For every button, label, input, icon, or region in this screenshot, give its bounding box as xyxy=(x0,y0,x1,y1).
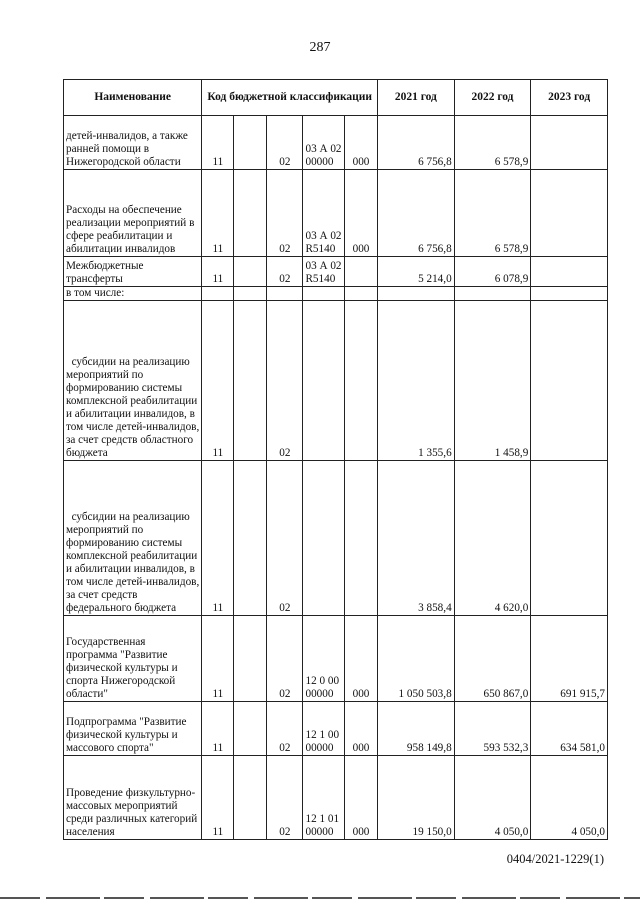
value-2023: 4 050,0 xyxy=(531,756,608,840)
code-type xyxy=(344,257,377,287)
value-2023 xyxy=(531,257,608,287)
code-type: 000 xyxy=(344,170,377,257)
row-name: субсидии на реализацию мероприятий по формированию системы комплексной реабилитации и абилитации инвалидов, в том числе детей-инвалидов, за счет средств областного бюджета xyxy=(64,301,202,461)
header-2021: 2021 год xyxy=(378,80,455,116)
code-type: 000 xyxy=(344,616,377,702)
table-body xyxy=(64,116,608,840)
value-2022: 6 578,9 xyxy=(454,170,531,257)
value-2022 xyxy=(454,287,531,301)
header-name: Наименование xyxy=(64,80,202,116)
value-2023 xyxy=(531,287,608,301)
value-2023 xyxy=(531,461,608,616)
code-subsection: 02 xyxy=(267,170,303,257)
value-2023: 691 915,7 xyxy=(531,616,608,702)
code-section: 11 xyxy=(202,301,234,461)
value-2021: 6 756,8 xyxy=(378,116,455,170)
code-target: 12 1 01 00000 xyxy=(303,756,345,840)
document-code: 0404/2021-1229(1) xyxy=(506,852,604,866)
header-2022: 2022 год xyxy=(454,80,531,116)
code-subsection: 02 xyxy=(267,616,303,702)
code-empty xyxy=(234,116,267,170)
code-empty xyxy=(234,702,267,756)
value-2021: 5 214,0 xyxy=(378,257,455,287)
code-target: 03 А 02 R5140 xyxy=(303,170,345,257)
code-type xyxy=(344,287,377,301)
code-section: 11 xyxy=(202,257,234,287)
code-empty xyxy=(234,257,267,287)
code-type xyxy=(344,461,377,616)
code-empty xyxy=(234,616,267,702)
code-type xyxy=(344,301,377,461)
value-2021: 3 858,4 xyxy=(378,461,455,616)
table-row xyxy=(64,756,608,840)
code-empty xyxy=(234,301,267,461)
table-row xyxy=(64,301,608,461)
value-2022: 593 532,3 xyxy=(454,702,531,756)
code-subsection: 02 xyxy=(267,461,303,616)
value-2021: 1 355,6 xyxy=(378,301,455,461)
code-subsection: 02 xyxy=(267,116,303,170)
table-row xyxy=(64,116,608,170)
code-target: 03 А 02 00000 xyxy=(303,116,345,170)
code-type: 000 xyxy=(344,116,377,170)
code-empty xyxy=(234,756,267,840)
code-section xyxy=(202,287,234,301)
table-row xyxy=(64,702,608,756)
value-2021: 1 050 503,8 xyxy=(378,616,455,702)
code-section: 11 xyxy=(202,116,234,170)
value-2021: 958 149,8 xyxy=(378,702,455,756)
code-type: 000 xyxy=(344,702,377,756)
table-header-row xyxy=(64,80,608,116)
code-empty xyxy=(234,461,267,616)
code-target: 03 А 02 R5140 xyxy=(303,257,345,287)
code-target: 12 1 00 00000 xyxy=(303,702,345,756)
value-2022: 650 867,0 xyxy=(454,616,531,702)
code-empty xyxy=(234,170,267,257)
value-2022: 4 620,0 xyxy=(454,461,531,616)
value-2022: 6 078,9 xyxy=(454,257,531,287)
table-row xyxy=(64,461,608,616)
value-2022: 6 578,9 xyxy=(454,116,531,170)
header-code: Код бюджетной классификации xyxy=(202,80,378,116)
code-subsection xyxy=(267,287,303,301)
row-name: Расходы на обеспечение реализации мероприятий в сфере реабилитации и абилитации инвалидов xyxy=(64,170,202,257)
table-row xyxy=(64,287,608,301)
row-name: Государственная программа "Развитие физической культуры и спорта Нижегородской области" xyxy=(64,616,202,702)
value-2021: 6 756,8 xyxy=(378,170,455,257)
value-2023 xyxy=(531,116,608,170)
value-2021: 19 150,0 xyxy=(378,756,455,840)
code-target xyxy=(303,287,345,301)
row-name: в том числе: xyxy=(64,287,202,301)
code-type: 000 xyxy=(344,756,377,840)
value-2023 xyxy=(531,170,608,257)
code-section: 11 xyxy=(202,170,234,257)
row-name: субсидии на реализацию мероприятий по формированию системы комплексной реабилитации и абилитации инвалидов, в том числе детей-инвалидов, за счет средств федерального бюджета xyxy=(64,461,202,616)
code-empty xyxy=(234,287,267,301)
code-section: 11 xyxy=(202,756,234,840)
code-section: 11 xyxy=(202,702,234,756)
code-subsection: 02 xyxy=(267,702,303,756)
table-row xyxy=(64,170,608,257)
code-section: 11 xyxy=(202,461,234,616)
code-subsection: 02 xyxy=(267,257,303,287)
value-2022: 1 458,9 xyxy=(454,301,531,461)
budget-table xyxy=(63,79,608,840)
code-subsection: 02 xyxy=(267,756,303,840)
code-target xyxy=(303,461,345,616)
code-section: 11 xyxy=(202,616,234,702)
table-row xyxy=(64,257,608,287)
row-name: детей-инвалидов, а также ранней помощи в Нижегородской области xyxy=(64,116,202,170)
row-name: Проведение физкультурно-массовых мероприятий среди различных категорий населения xyxy=(64,756,202,840)
row-name: Межбюджетные трансферты xyxy=(64,257,202,287)
value-2022: 4 050,0 xyxy=(454,756,531,840)
scan-edge-line xyxy=(0,897,640,899)
value-2023: 634 581,0 xyxy=(531,702,608,756)
code-target xyxy=(303,301,345,461)
value-2021 xyxy=(378,287,455,301)
code-target: 12 0 00 00000 xyxy=(303,616,345,702)
page-number: 287 xyxy=(309,40,331,55)
header-2023: 2023 год xyxy=(531,80,608,116)
value-2023 xyxy=(531,301,608,461)
row-name: Подпрограмма "Развитие физической культуры и массового спорта" xyxy=(64,702,202,756)
code-subsection: 02 xyxy=(267,301,303,461)
table-row xyxy=(64,616,608,702)
